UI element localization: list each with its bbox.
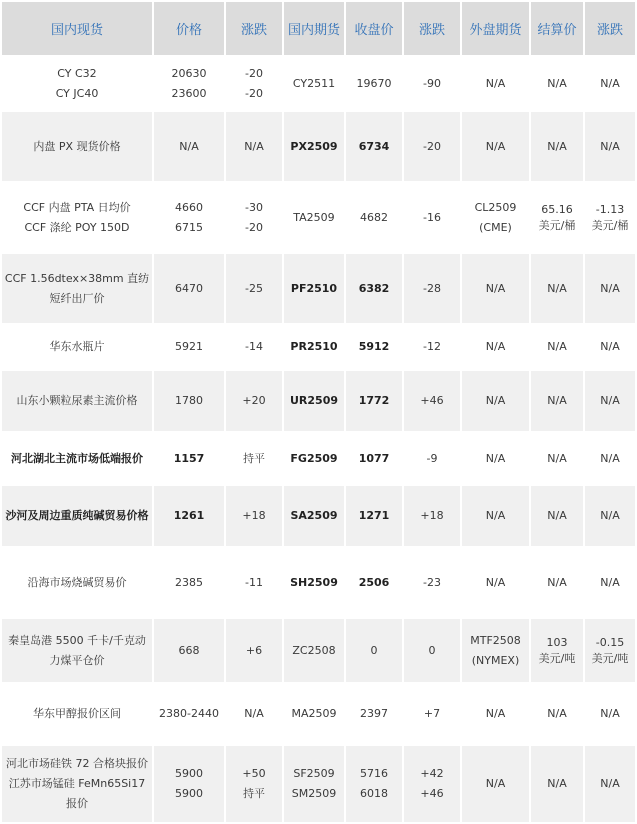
spot-change-cell: [226, 254, 282, 323]
futures-change-cell: [404, 548, 460, 617]
cell-line: N/A: [600, 340, 620, 353]
cell-line: -90: [423, 76, 441, 90]
cell-line: -20: [245, 66, 263, 80]
cell-line: -25: [245, 281, 263, 295]
cell-line: SM2509: [291, 787, 337, 800]
cell-line: 内盘 PX 现货价格: [33, 139, 121, 153]
settle-price-cell: [531, 254, 583, 323]
futures-change-cell: [404, 112, 460, 181]
cell-line: 4660: [175, 200, 203, 214]
cell-line: N/A: [485, 509, 506, 522]
cell-line: N/A: [600, 281, 620, 295]
foreign-futures-cell: [462, 112, 529, 181]
cell-line: +46: [420, 787, 444, 800]
futures-contract-cell: [284, 183, 344, 252]
price-cell: [154, 57, 224, 110]
cell-line: 沿海市场烧碱贸易价: [27, 575, 127, 589]
close-price-cell: [346, 486, 402, 546]
price-cell: [154, 684, 224, 744]
spot-change-cell: [226, 619, 282, 682]
spot-name-cell: [2, 684, 152, 744]
cell-line: CY2511: [292, 76, 336, 90]
close-price-cell: [346, 548, 402, 617]
price-cell: [154, 371, 224, 431]
price-cell: [154, 746, 224, 822]
cell-line: 2397: [360, 707, 388, 720]
foreign-futures-cell: [462, 371, 529, 431]
settle-price-cell: [531, 684, 583, 744]
cell-line: PF2510: [290, 281, 338, 295]
close-price-cell: [346, 112, 402, 181]
cell-line: 6382: [358, 281, 390, 295]
futures-change-cell: [404, 433, 460, 484]
table-row: [2, 57, 635, 110]
cell-line: N/A: [547, 509, 567, 522]
cell-line: -12: [423, 340, 441, 353]
price-cell: [154, 183, 224, 252]
cell-line: -23: [423, 575, 441, 589]
foreign-futures-cell: [462, 254, 529, 323]
cell-line: TA2509: [293, 210, 335, 224]
cell-line: N/A: [600, 575, 620, 589]
spot-change-cell: [226, 183, 282, 252]
spot-change-cell: [226, 486, 282, 546]
futures-change-cell: [404, 254, 460, 323]
header-foreign-futures: 外盘期货: [462, 2, 529, 55]
cell-line: 668: [178, 643, 200, 657]
price-cell: [154, 325, 224, 369]
foreign-futures-cell: [462, 548, 529, 617]
settle-price-cell: [531, 112, 583, 181]
cell-line: 0: [370, 643, 378, 657]
cell-line: 23600: [171, 86, 207, 100]
price-cell: [154, 486, 224, 546]
futures-change-cell: [404, 183, 460, 252]
spot-change-cell: [226, 684, 282, 744]
cell-line: N/A: [547, 707, 567, 720]
settle-price-cell: [531, 619, 583, 682]
price-cell: [154, 433, 224, 484]
cell-line: N/A: [600, 707, 620, 720]
foreign-futures-cell: [462, 486, 529, 546]
cell-line: 6018: [360, 787, 388, 800]
cell-line: FG2509: [290, 451, 338, 465]
cell-line: 2506: [358, 575, 390, 589]
cell-line: 美元/吨: [538, 651, 576, 665]
price-cell: [154, 254, 224, 323]
cell-line: N/A: [600, 139, 620, 153]
cell-line: 1157: [173, 451, 205, 465]
cell-line: +20: [242, 394, 266, 407]
close-price-cell: [346, 433, 402, 484]
close-price-cell: [346, 371, 402, 431]
table-row: [2, 112, 635, 181]
foreign-change-cell: [585, 371, 635, 431]
close-price-cell: [346, 254, 402, 323]
foreign-change-cell: [585, 486, 635, 546]
cell-line: N/A: [485, 777, 506, 790]
table-row: [2, 548, 635, 617]
cell-line: N/A: [179, 139, 199, 153]
cell-line: N/A: [485, 451, 506, 465]
spot-name-cell: [2, 486, 152, 546]
header-domestic-spot: 国内现货: [2, 2, 152, 55]
spot-name-cell: [2, 112, 152, 181]
cell-line: 6734: [358, 139, 390, 153]
futures-contract-cell: [284, 684, 344, 744]
close-price-cell: [346, 183, 402, 252]
cell-line: +50: [242, 767, 266, 780]
close-price-cell: [346, 746, 402, 822]
cell-line: N/A: [244, 707, 264, 720]
close-price-cell: [346, 684, 402, 744]
futures-change-cell: [404, 371, 460, 431]
futures-change-cell: [404, 619, 460, 682]
futures-contract-cell: [284, 746, 344, 822]
settle-price-cell: [531, 548, 583, 617]
cell-line: 力煤平仓价: [49, 653, 105, 667]
cell-line: N/A: [547, 340, 567, 353]
cell-line: 1780: [175, 394, 203, 407]
cell-line: 华东水瓶片: [49, 340, 105, 353]
cell-line: 2380-2440: [159, 707, 219, 720]
foreign-change-cell: [585, 548, 635, 617]
cell-line: N/A: [547, 76, 567, 90]
cell-line: UR2509: [289, 394, 339, 407]
foreign-futures-cell: [462, 183, 529, 252]
cell-line: 5900: [175, 767, 203, 780]
table-row: [2, 183, 635, 252]
cell-line: -9: [426, 451, 438, 465]
cell-line: 1261: [173, 509, 205, 522]
spot-change-cell: [226, 325, 282, 369]
cell-line: -16: [423, 210, 441, 224]
table-row: [2, 746, 635, 822]
spot-change-cell: [226, 371, 282, 431]
cell-line: N/A: [485, 281, 506, 295]
settle-price-cell: [531, 325, 583, 369]
cell-line: 5900: [175, 787, 203, 800]
foreign-change-cell: [585, 57, 635, 110]
cell-line: 美元/桶: [538, 218, 576, 232]
cell-line: 6715: [175, 220, 203, 234]
cell-line: 持平: [243, 451, 265, 465]
cell-line: N/A: [547, 139, 567, 153]
cell-line: 20630: [171, 66, 207, 80]
foreign-change-cell: [585, 746, 635, 822]
cell-line: 19670: [356, 76, 392, 90]
cell-line: N/A: [547, 777, 567, 790]
foreign-change-cell: [585, 684, 635, 744]
cell-line: +42: [420, 767, 444, 780]
futures-contract-cell: [284, 619, 344, 682]
header-domestic-futures: 国内期货: [284, 2, 344, 55]
spot-name-cell: [2, 183, 152, 252]
cell-line: MA2509: [291, 707, 337, 720]
cell-line: N/A: [600, 777, 620, 790]
cell-line: CY C32: [57, 66, 97, 80]
cell-line: N/A: [485, 340, 506, 353]
cell-line: 65.16: [541, 202, 573, 216]
settle-price-cell: [531, 486, 583, 546]
price-cell: [154, 619, 224, 682]
header-futures-change: 涨跌: [404, 2, 460, 55]
cell-line: N/A: [600, 76, 620, 90]
cell-line: PX2509: [290, 139, 338, 153]
cell-line: 报价: [66, 797, 88, 810]
cell-line: -1.13: [595, 202, 625, 216]
settle-price-cell: [531, 183, 583, 252]
futures-change-cell: [404, 57, 460, 110]
cell-line: +7: [423, 707, 441, 720]
spot-change-cell: [226, 433, 282, 484]
foreign-change-cell: [585, 112, 635, 181]
cell-line: N/A: [547, 451, 567, 465]
cell-line: 河北湖北主流市场低端报价: [11, 451, 143, 465]
cell-line: -20: [245, 86, 263, 100]
table-row: [2, 486, 635, 546]
cell-line: CCF 涤纶 POY 150D: [24, 220, 130, 234]
spot-name-cell: [2, 548, 152, 617]
futures-contract-cell: [284, 57, 344, 110]
futures-contract-cell: [284, 112, 344, 181]
spot-name-cell: [2, 371, 152, 431]
spot-change-cell: [226, 57, 282, 110]
header-close-price: 收盘价: [346, 2, 402, 55]
futures-contract-cell: [284, 254, 344, 323]
header-foreign-change: 涨跌: [585, 2, 635, 55]
cell-line: (NYMEX): [471, 653, 520, 667]
table-row: [2, 254, 635, 323]
cell-line: N/A: [600, 509, 620, 522]
cell-line: -11: [245, 575, 263, 589]
cell-line: SA2509: [290, 509, 338, 522]
cell-line: (CME): [479, 220, 512, 234]
settle-price-cell: [531, 746, 583, 822]
cell-line: 1077: [358, 451, 390, 465]
futures-contract-cell: [284, 371, 344, 431]
cell-line: N/A: [485, 575, 506, 589]
table-row: [2, 684, 635, 744]
cell-line: 4682: [360, 210, 388, 224]
cell-line: N/A: [547, 575, 567, 589]
cell-line: 2385: [175, 575, 203, 589]
foreign-change-cell: [585, 433, 635, 484]
cell-line: 山东小颗粒尿素主流价格: [16, 394, 138, 407]
cell-line: -0.15: [595, 635, 625, 649]
cell-line: 103: [546, 635, 568, 649]
header-row: [2, 2, 635, 55]
cell-line: N/A: [600, 451, 620, 465]
cell-line: 0: [428, 643, 436, 657]
cell-line: 江苏市场锰硅 FeMn65Si17: [8, 777, 146, 790]
foreign-futures-cell: [462, 433, 529, 484]
cell-line: +6: [245, 643, 263, 657]
spot-name-cell: [2, 57, 152, 110]
cell-line: 5716: [360, 767, 388, 780]
cell-line: 河北市场硅铁 72 合格块报价: [6, 757, 148, 770]
cell-line: CCF 内盘 PTA 日均价: [23, 200, 131, 214]
cell-line: CY JC40: [55, 86, 99, 100]
header-spot-change: 涨跌: [226, 2, 282, 55]
close-price-cell: [346, 619, 402, 682]
table-row: [2, 325, 635, 369]
cell-line: -20: [423, 139, 441, 153]
cell-line: -14: [245, 340, 263, 353]
cell-line: 美元/吨: [591, 651, 629, 665]
cell-line: +18: [420, 509, 444, 522]
cell-line: SH2509: [290, 575, 338, 589]
cell-line: 5912: [358, 340, 390, 353]
foreign-futures-cell: [462, 746, 529, 822]
cell-line: +46: [420, 394, 444, 407]
spot-change-cell: [226, 548, 282, 617]
futures-contract-cell: [284, 433, 344, 484]
spot-name-cell: [2, 746, 152, 822]
cell-line: 5921: [175, 340, 203, 353]
cell-line: -30: [245, 200, 263, 214]
table-row: [2, 371, 635, 431]
cell-line: CL2509: [474, 200, 517, 214]
foreign-futures-cell: [462, 325, 529, 369]
table-row: [2, 619, 635, 682]
spot-change-cell: [226, 112, 282, 181]
header-settle-price: 结算价: [531, 2, 583, 55]
cell-line: N/A: [244, 139, 264, 153]
cell-line: MTF2508: [470, 633, 521, 647]
close-price-cell: [346, 57, 402, 110]
price-cell: [154, 112, 224, 181]
cell-line: 秦皇岛港 5500 千卡/千克动: [8, 633, 146, 647]
futures-change-cell: [404, 325, 460, 369]
cell-line: -28: [423, 281, 441, 295]
cell-line: 短纤出厂价: [49, 291, 105, 305]
price-cell: [154, 548, 224, 617]
header-price: 价格: [154, 2, 224, 55]
close-price-cell: [346, 325, 402, 369]
cell-line: N/A: [485, 76, 506, 90]
settle-price-cell: [531, 57, 583, 110]
futures-contract-cell: [284, 325, 344, 369]
spot-name-cell: [2, 619, 152, 682]
cell-line: N/A: [547, 394, 567, 407]
cell-line: 1271: [358, 509, 390, 522]
cell-line: -20: [245, 220, 263, 234]
foreign-futures-cell: [462, 57, 529, 110]
cell-line: 美元/桶: [591, 218, 629, 232]
settle-price-cell: [531, 371, 583, 431]
futures-change-cell: [404, 486, 460, 546]
cell-line: ZC2508: [292, 643, 336, 657]
foreign-change-cell: [585, 619, 635, 682]
cell-line: N/A: [485, 139, 506, 153]
cell-line: N/A: [547, 281, 567, 295]
cell-line: 6470: [175, 281, 203, 295]
futures-contract-cell: [284, 548, 344, 617]
cell-line: N/A: [485, 394, 506, 407]
cell-line: CCF 1.56dtex×38mm 直纺: [4, 271, 150, 285]
futures-contract-cell: [284, 486, 344, 546]
foreign-change-cell: [585, 325, 635, 369]
foreign-change-cell: [585, 183, 635, 252]
cell-line: 沙河及周边重质纯碱贸易价格: [5, 509, 149, 522]
spot-change-cell: [226, 746, 282, 822]
cell-line: 持平: [243, 787, 265, 800]
cell-line: SF2509: [293, 767, 335, 780]
cell-line: N/A: [600, 394, 620, 407]
spot-name-cell: [2, 254, 152, 323]
foreign-futures-cell: [462, 684, 529, 744]
settle-price-cell: [531, 433, 583, 484]
table-row: [2, 433, 635, 484]
spot-name-cell: [2, 325, 152, 369]
cell-line: PR2510: [290, 340, 338, 353]
spot-name-cell: [2, 433, 152, 484]
cell-line: 1772: [358, 394, 390, 407]
futures-change-cell: [404, 684, 460, 744]
cell-line: +18: [242, 509, 266, 522]
cell-line: 华东甲醇报价区间: [33, 707, 121, 720]
foreign-futures-cell: [462, 619, 529, 682]
cell-line: N/A: [485, 707, 506, 720]
foreign-change-cell: [585, 254, 635, 323]
futures-change-cell: [404, 746, 460, 822]
